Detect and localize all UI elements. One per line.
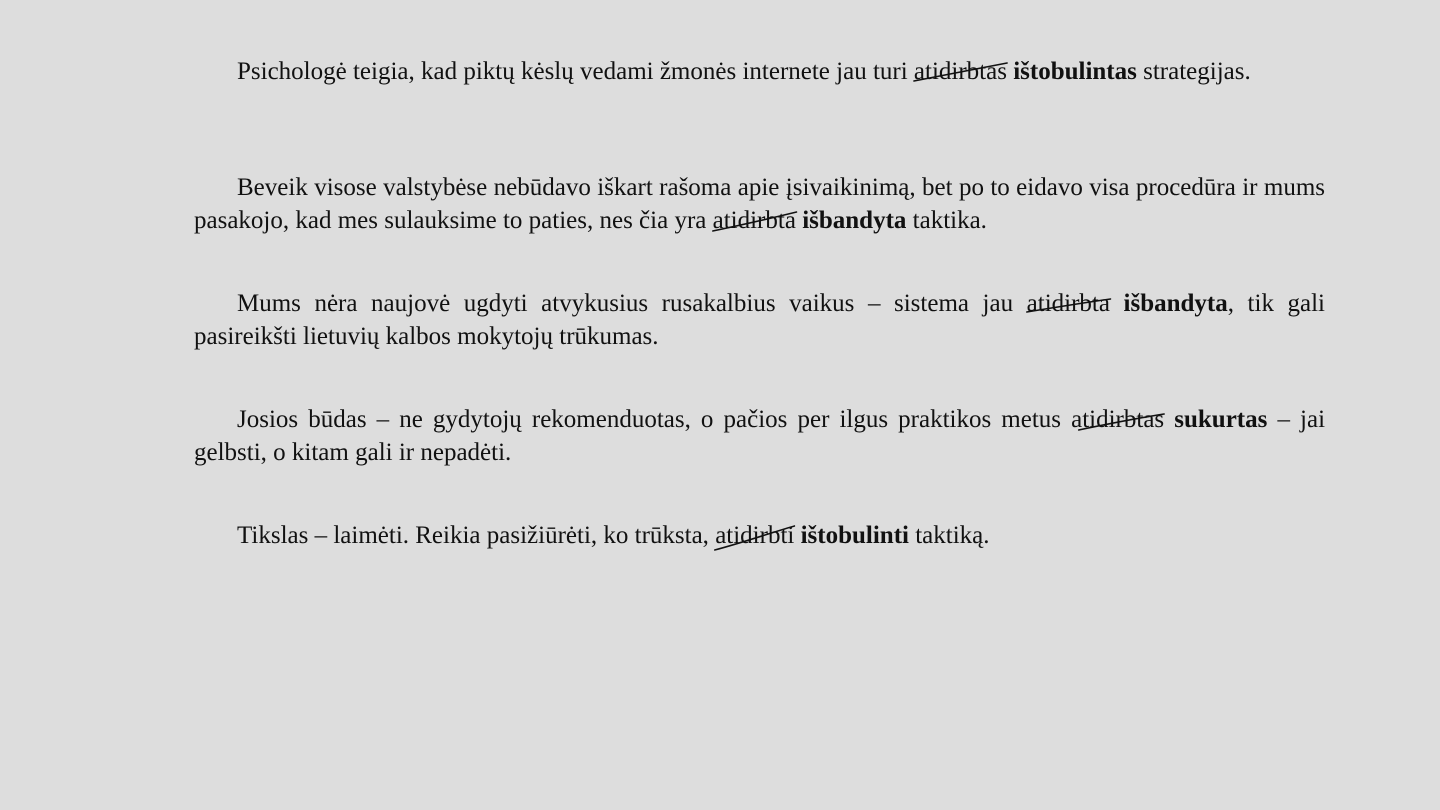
paragraph-3-struck-text: atidirbta bbox=[1026, 290, 1110, 317]
paragraph-5-before-text: Tikslas – laimėti. Reikia pasižiūrėti, ko trūksta, bbox=[237, 522, 709, 549]
paragraph-1-replacement-word: ištobulintas bbox=[1013, 58, 1137, 85]
paragraph-3-before-text: Mums nėra naujovė ugdyti atvykusius rusakalbius vaikus – sistema jau bbox=[237, 290, 1014, 317]
paragraph-3-after-text: , tik gali pasireikšti lietuvių kalbos mokytojų trūkumas. bbox=[194, 290, 1325, 350]
paragraph-4-before-text: Josios būdas – ne gydytojų rekomenduotas, o pačios per ilgus praktikos metus bbox=[237, 406, 1062, 433]
paragraph-5-replacement-word: ištobulinti bbox=[800, 522, 909, 549]
paragraph-3 bbox=[194, 287, 1325, 353]
paragraph-5-after-text: taktiką. bbox=[915, 522, 990, 549]
paragraph-4-replacement-word: sukurtas bbox=[1174, 406, 1268, 433]
paragraph-4-struck-text: atidirbtas bbox=[1071, 406, 1165, 433]
paragraph-5 bbox=[194, 519, 1325, 552]
paragraph-1 bbox=[194, 55, 1325, 88]
paragraph-1-before-text: Psichologė teigia, kad piktų kėslų vedami žmonės internete jau turi bbox=[237, 58, 908, 85]
paragraph-1-struck-word bbox=[914, 55, 1007, 88]
paragraph-1-struck-text: atidirbtas bbox=[913, 58, 1007, 85]
paragraph-4-after-text: – jai gelbsti, o kitam gali ir nepadėti. bbox=[194, 406, 1326, 466]
paragraph-3-struck-word bbox=[1027, 287, 1110, 320]
paragraph-1-after-text: strategijas. bbox=[1143, 58, 1251, 85]
paragraph-4-struck-word bbox=[1071, 403, 1164, 436]
paragraph-2 bbox=[194, 171, 1325, 237]
paragraph-2-struck-text: atidirbta bbox=[712, 207, 796, 234]
paragraph-5-struck-text: atidirbti bbox=[715, 522, 795, 549]
paragraph-2-before-text: Beveik visose valstybėse nebūdavo iškart rašoma apie įsivaikinimą, bet po to eidavo visa procedūra ir mums pasakojo, kad mes sulauksime to paties, nes čia yra bbox=[194, 174, 1325, 234]
paragraph-2-struck-word bbox=[713, 204, 796, 237]
paragraph-3-replacement-word: išbandyta bbox=[1123, 290, 1228, 317]
paragraph-5-struck-word bbox=[715, 519, 794, 552]
paragraph-4 bbox=[194, 403, 1325, 469]
paragraph-2-after-text: taktika. bbox=[912, 207, 987, 234]
paragraph-2-replacement-word: išbandyta bbox=[802, 207, 907, 234]
